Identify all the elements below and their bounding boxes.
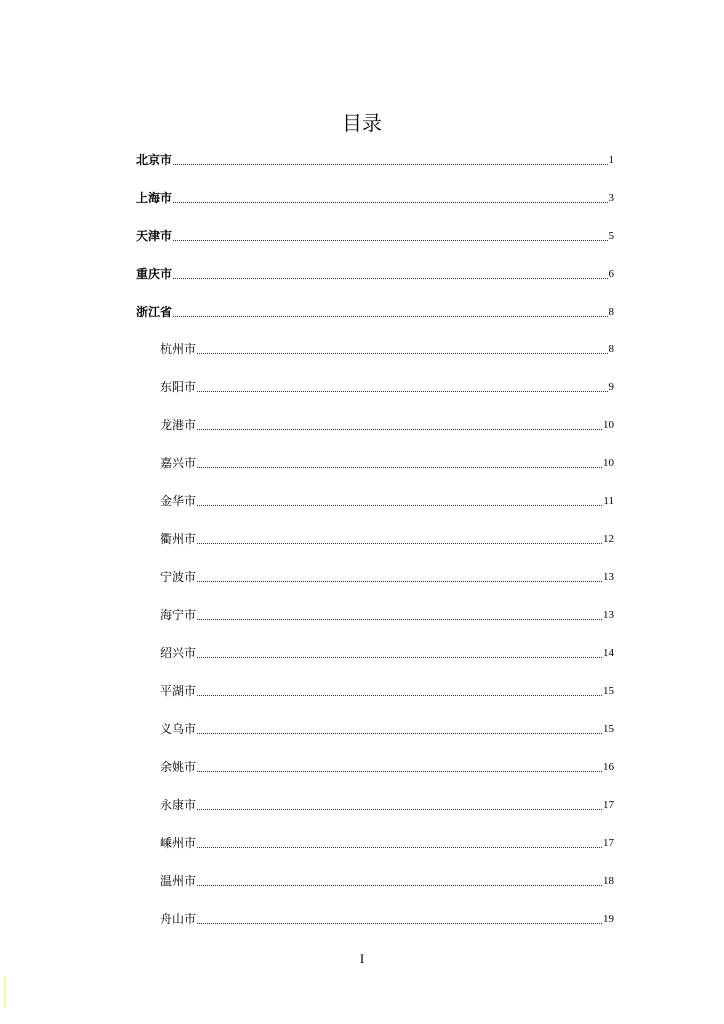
toc-entry-label: 东阳市: [160, 380, 197, 394]
toc-leader-dots: [197, 467, 602, 468]
toc-entry[interactable]: [136, 227, 614, 245]
toc-leader-dots: [197, 923, 602, 924]
toc-subentry[interactable]: [160, 644, 614, 662]
toc-leader-dots: [197, 695, 602, 696]
toc-entry-page: 10: [603, 457, 614, 469]
toc-subentry[interactable]: [160, 416, 614, 434]
toc-entry-label: 北京市: [136, 153, 173, 167]
toc-leader-dots: [197, 809, 602, 810]
page-number: I: [359, 951, 365, 966]
toc-subentry[interactable]: [160, 378, 614, 396]
toc-entry-page: 16: [603, 761, 614, 773]
toc-entry-page: 14: [603, 647, 614, 659]
toc-entry-page: 12: [603, 533, 614, 545]
toc-subentry[interactable]: [160, 568, 614, 586]
toc-entry-label: 宁波市: [160, 570, 197, 584]
toc-subentry[interactable]: [160, 530, 614, 548]
toc-entry-page: 11: [603, 495, 614, 507]
toc-entry-label: 龙港市: [160, 418, 197, 432]
toc-subentry[interactable]: [160, 492, 614, 510]
toc-leader-dots: [197, 771, 602, 772]
toc-leader-dots: [197, 581, 602, 582]
toc-leader-dots: [197, 543, 602, 544]
toc-entry[interactable]: [136, 303, 614, 321]
toc-entry-page: 15: [603, 723, 614, 735]
toc-entry-page: 9: [608, 381, 614, 393]
toc-entry-label: 余姚市: [160, 760, 197, 774]
toc-entry-page: 3: [608, 192, 614, 204]
toc-entry-label: 上海市: [136, 191, 173, 205]
toc-entry-page: 1: [608, 154, 614, 166]
toc-entry-page: 13: [603, 609, 614, 621]
toc-entry-label: 天津市: [136, 229, 173, 243]
toc-entry-label: 永康市: [160, 798, 197, 812]
toc-entry-label: 海宁市: [160, 608, 197, 622]
toc-entry-page: 19: [603, 913, 614, 925]
toc-subentry[interactable]: [160, 872, 614, 890]
toc-title: 目录: [342, 111, 382, 135]
toc-entry-page: 5: [608, 230, 614, 242]
toc-subentry[interactable]: [160, 340, 614, 358]
toc-leader-dots: [197, 885, 602, 886]
toc-leader-dots: [197, 847, 602, 848]
toc-leader-dots: [173, 278, 607, 279]
toc-entry-page: 8: [608, 306, 614, 318]
toc-leader-dots: [173, 202, 607, 203]
toc-entry-label: 衢州市: [160, 532, 197, 546]
toc-entry-page: 15: [603, 685, 614, 697]
toc-entry[interactable]: [136, 151, 614, 169]
toc-leader-dots: [173, 164, 607, 165]
toc-entry-label: 义乌市: [160, 722, 197, 736]
toc-entry-label: 重庆市: [136, 267, 173, 281]
toc-entry-label: 嘉兴市: [160, 456, 197, 470]
toc-entry-label: 金华市: [160, 494, 197, 508]
toc-entry-label: 浙江省: [136, 305, 173, 319]
toc-leader-dots: [197, 619, 602, 620]
toc-entry-page: 13: [603, 571, 614, 583]
toc-subentry[interactable]: [160, 834, 614, 852]
toc-leader-dots: [197, 505, 602, 506]
toc-leader-dots: [197, 429, 602, 430]
toc-leader-dots: [197, 353, 607, 354]
toc-entry-page: 17: [603, 799, 614, 811]
toc-entry-label: 绍兴市: [160, 646, 197, 660]
toc-subentry[interactable]: [160, 910, 614, 928]
toc-subentry[interactable]: [160, 796, 614, 814]
toc-subentry[interactable]: [160, 454, 614, 472]
margin-marker: [4, 976, 6, 1008]
toc-entry-page: 6: [608, 268, 614, 280]
toc-subentry[interactable]: [160, 606, 614, 624]
toc-entry-label: 嵊州市: [160, 836, 197, 850]
toc-subentry[interactable]: [160, 758, 614, 776]
toc-entry-label: 杭州市: [160, 342, 197, 356]
toc-entry-page: 10: [603, 419, 614, 431]
toc-entry[interactable]: [136, 265, 614, 283]
toc-entry-page: 8: [608, 343, 614, 355]
toc-entry-label: 平湖市: [160, 684, 197, 698]
toc-entry-label: 温州市: [160, 874, 197, 888]
toc-leader-dots: [197, 733, 602, 734]
toc-leader-dots: [173, 316, 607, 317]
toc-entry[interactable]: [136, 189, 614, 207]
toc-subentry[interactable]: [160, 682, 614, 700]
toc-leader-dots: [173, 240, 607, 241]
toc-leader-dots: [197, 657, 602, 658]
toc-entry-page: 18: [603, 875, 614, 887]
toc-leader-dots: [197, 391, 607, 392]
toc-entry-label: 舟山市: [160, 912, 197, 926]
toc-entry-page: 17: [603, 837, 614, 849]
toc-subentry[interactable]: [160, 720, 614, 738]
